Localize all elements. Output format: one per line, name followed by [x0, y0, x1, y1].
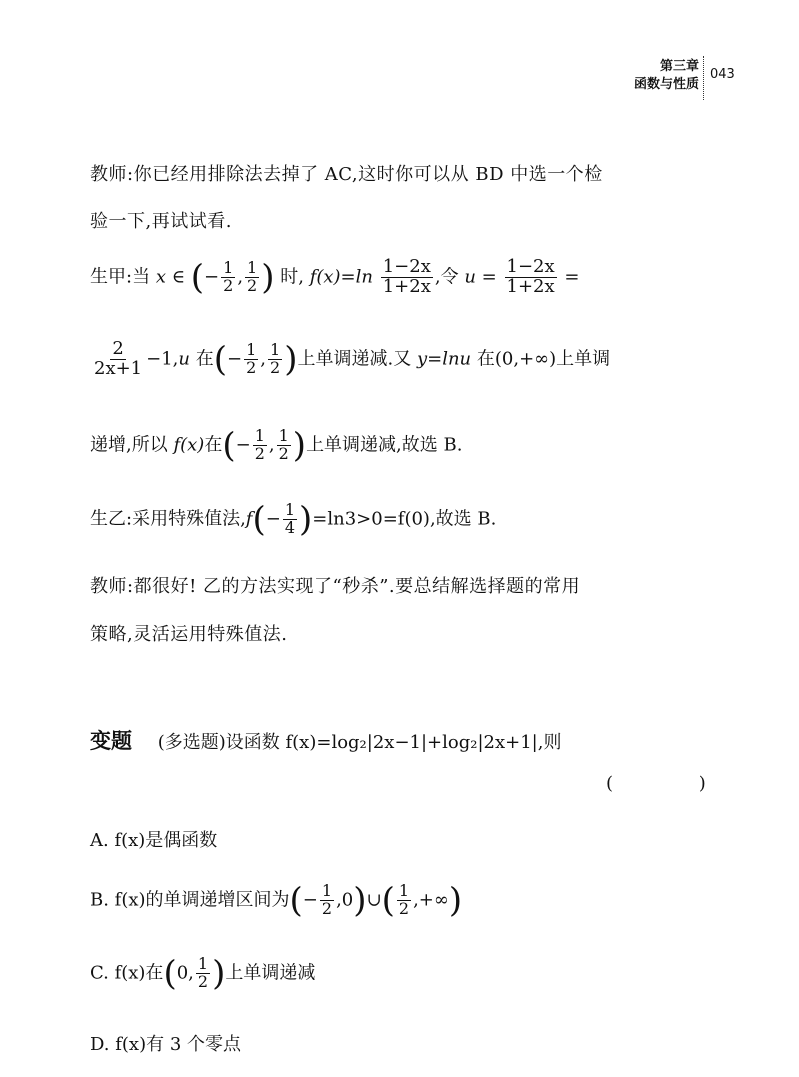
header-divider	[703, 56, 704, 100]
open-paren: (	[381, 880, 395, 921]
frac-num: 1	[278, 426, 289, 445]
student-a-line-2: $\frac{2}{2x+1}$ −1,u 在(− $\frac{1}{2}$ , $\frac{1}{2}$ )上单调递减.又 y=lnu 在(0,+∞)上单调	[94, 338, 611, 380]
frac-den: 2	[270, 357, 281, 377]
when-text: 时,	[280, 266, 304, 288]
text: 在(0,+∞)上单调	[476, 348, 611, 370]
minus-sign: −	[227, 348, 243, 370]
fraction	[196, 956, 210, 991]
close-paren: )	[353, 880, 367, 921]
frac-num: 2	[112, 338, 124, 359]
open-paren: (	[163, 953, 177, 994]
option-c	[90, 953, 316, 994]
close-paren: )	[448, 880, 463, 921]
minus-sign: −	[235, 434, 251, 456]
var-y: y=ln	[416, 348, 460, 370]
text: 在	[204, 434, 223, 456]
frac-den: 2x+1	[94, 357, 143, 379]
frac-den: 1+2x	[382, 275, 431, 297]
fraction	[253, 428, 267, 463]
fraction	[245, 260, 259, 295]
close-paren: )	[212, 953, 226, 994]
var-u: u	[459, 348, 472, 370]
student-a-label: 生甲:当	[90, 266, 151, 288]
student-a-line-3: 递增,所以 f(x)在(− $\frac{1}{2}$ , $\frac{1}{2}$ )上单调递减,故选 B.	[90, 425, 463, 466]
func-expr: f(x)	[173, 434, 205, 456]
frac-den: 2	[321, 898, 333, 918]
chapter-topic: 函数与性质	[633, 77, 699, 92]
minus-sign: −	[204, 266, 220, 288]
chapter-label: 第三章	[659, 59, 699, 74]
open-paren: (	[289, 880, 303, 921]
frac-den: 2	[246, 357, 257, 377]
variant-title: 变题	[90, 729, 132, 753]
frac-num: 1−2x	[506, 256, 555, 277]
variant-body: (多选题)设函数 f(x)=log₂|2x−1|+log₂|2x+1|,则	[157, 732, 562, 753]
teacher-line-2: 验一下,再试试看.	[90, 211, 232, 232]
frac-num: 1	[284, 500, 296, 519]
frac-den: 2	[254, 443, 265, 463]
var-x: x	[155, 266, 166, 288]
frac-num: 1	[398, 881, 410, 900]
func-name: f	[245, 508, 253, 530]
text: 0,	[176, 962, 194, 984]
frac-den: 2	[223, 275, 234, 295]
text: =ln3>0=f(0),故选 B.	[312, 508, 497, 530]
running-header	[634, 58, 699, 94]
fraction	[397, 883, 411, 918]
frac-num: 1	[223, 258, 234, 278]
close-paren: )	[299, 499, 313, 540]
union-symbol: ∪	[366, 889, 382, 911]
fraction	[221, 260, 235, 295]
frac-den: 2	[197, 971, 209, 991]
text: 上单调递减.又	[297, 348, 412, 370]
student-b-line	[90, 499, 497, 540]
fraction	[381, 258, 433, 297]
teacher-line-1: 教师:你已经用排除法去掉了 AC,这时你可以从 BD 中选一个检	[90, 164, 603, 185]
frac-den: 4	[284, 517, 296, 537]
frac-num: 1	[247, 258, 258, 278]
equals: =	[481, 266, 497, 288]
text: ,+∞	[413, 889, 449, 911]
text: 递增,所以	[90, 434, 168, 456]
fraction	[320, 883, 334, 918]
minus-sign: −	[265, 508, 281, 530]
fraction	[283, 502, 297, 537]
text: B. f(x)的单调递增区间为	[90, 889, 290, 911]
student-a-line-1: 生甲:当 x ∈ (− $\frac{1}{2}$ , $\frac{1}{2}$ ) 时, f(x)=ln $\frac{1-2x}{1+2x}$ ,令 u = $\frac{1-2x}{1+2x}$ =	[90, 256, 580, 298]
close-paren: )	[261, 257, 275, 298]
text: ,0	[336, 889, 354, 911]
in-symbol: ∈	[171, 266, 186, 288]
student-b-label: 生乙:采用特殊值法,	[90, 508, 246, 530]
text: C. f(x)在	[90, 962, 164, 984]
func-expr: f(x)=ln	[309, 266, 373, 288]
minus-sign: −	[302, 889, 318, 911]
teacher-line-4: 策略,灵活运用特殊值法.	[90, 624, 288, 645]
text: −1,	[146, 348, 179, 370]
var-u: u	[178, 348, 190, 370]
frac-num: 1	[246, 340, 257, 360]
var-u: u	[464, 266, 476, 288]
let-text: ,令	[434, 266, 459, 288]
option-a: A. f(x)是偶函数	[90, 830, 218, 851]
open-paren: (	[222, 425, 236, 466]
frac-num: 1−2x	[382, 256, 431, 277]
text: 上单调递减	[225, 962, 316, 984]
close-paren: )	[284, 339, 298, 380]
text: 上单调递减,故选 B.	[306, 434, 463, 456]
frac-den: 2	[278, 443, 289, 463]
fraction	[268, 342, 282, 377]
open-paren: (	[213, 339, 227, 380]
frac-num: 1	[270, 340, 281, 360]
variant-question	[90, 725, 561, 755]
fraction	[505, 258, 557, 297]
answer-blank: ( )	[606, 773, 746, 794]
text: 在	[195, 348, 214, 370]
frac-num: 1	[197, 954, 209, 973]
frac-den: 2	[247, 275, 258, 295]
open-paren: (	[190, 257, 205, 298]
teacher-line-3: 教师:都很好! 乙的方法实现了“秒杀”.要总结解选择题的常用	[90, 576, 581, 597]
page-number: 043	[710, 67, 735, 82]
frac-den: 2	[398, 898, 410, 918]
fraction	[277, 428, 291, 463]
option-d: D. f(x)有 3 个零点	[90, 1034, 241, 1055]
close-paren: )	[292, 425, 307, 466]
option-b	[90, 880, 463, 921]
open-paren: (	[252, 499, 266, 540]
equals: =	[564, 266, 580, 288]
frac-den: 1+2x	[506, 275, 555, 297]
frac-num: 1	[254, 426, 265, 445]
fraction	[244, 342, 258, 377]
frac-num: 1	[321, 881, 333, 900]
fraction	[92, 340, 144, 379]
